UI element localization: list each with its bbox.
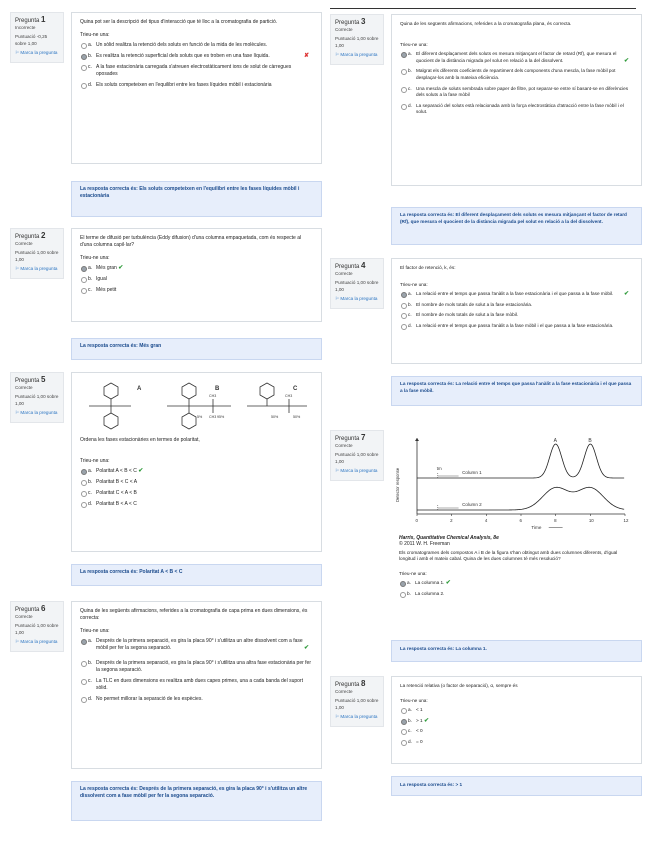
option-c[interactable]: c. La TLC en dues dimensions es realitza amb dues capes primes, una a cada banda del suport sòlid. [80,678,313,692]
structure-label-b: B [214,386,219,392]
flag-question-link[interactable]: ⚐ Marca la pregunta [15,265,58,271]
radio-button[interactable] [81,83,87,89]
option-a[interactable]: a. Un sòlid realitza la retenció dels soluts en funció de la mida de les molècules. [80,42,313,49]
radio-button[interactable] [81,679,87,685]
option-d[interactable]: d. Polaritat B < A < C [80,501,313,508]
question-content [391,258,642,364]
peak-label-b: B [588,438,592,444]
option-b[interactable]: b. > 1 ✔ [400,718,633,725]
question-info [10,12,64,63]
question-number: 1 [41,15,46,24]
radio-button[interactable] [401,324,407,330]
question-info: Pregunta 4 Correcte Puntuació 1,00 sobre 1,00 ⚐ Marca la pregunta [330,258,384,309]
radio-button[interactable] [81,491,87,497]
flag-icon: ⚐ [335,295,340,301]
structure-label-a: A [136,386,141,392]
option-d[interactable]: d. No permet millorar la separació de les espècies. [80,696,313,703]
choose-one-label: Trieu-ne una: [400,41,428,47]
radio-button[interactable] [401,87,407,93]
flag-icon: ⚐ [15,265,20,271]
question-state: Correcte [15,385,33,390]
y-axis-arrow [415,438,419,441]
radio-button-selected[interactable] [81,639,87,645]
option-c[interactable]: c. A la fase estacionària carregada s'atreuen electrostàticament ions de solut de càrregues oposades [80,64,313,78]
feedback-box: La resposta correcta és: Més gran [71,338,322,360]
top-divider [330,8,636,9]
question-info: Pregunta 3 Correcte Puntuació 1,00 sobre 1,00 ⚐ Marca la pregunta [330,14,384,65]
option-b[interactable]: b. El nombre de mols totals de solut a la fase estacionària. [400,302,633,309]
radio-button-selected[interactable] [401,719,407,725]
check-icon: ✔ [423,717,429,724]
check-icon: ✔ [623,57,629,64]
radio-button[interactable] [81,502,87,508]
tm-label: tm [436,466,442,471]
check-icon: ✔ [138,468,144,474]
chromatogram-chart [393,432,633,532]
figure-caption [393,535,640,548]
option-b[interactable]: b. Després de la primera separació, es gira la placa 90° i s'utilitza una altra fase estacionària per fer la segona separació. [80,660,313,674]
option-a[interactable]: a. La columna 1. ✔ [399,580,634,587]
question-state: Correcte [335,27,353,32]
flag-question-link[interactable]: ⚐ Marca la pregunta [15,638,58,644]
radio-button[interactable] [81,480,87,486]
x-tick-label: 0 [415,518,418,523]
svg-text:CH3: CH3 [208,415,216,419]
option-c[interactable]: c. < 0 [400,728,633,735]
question-marks: Puntuació 1,00 sobre 1,00 [335,698,379,710]
feedback-box: La resposta correcta és: > 1 [391,776,642,796]
option-a[interactable]: a. La relació entre el temps que passa l'anàlit a la fase estacionària i el que passa a la fase mòbil. ✔ [400,291,633,298]
flag-question-link[interactable]: ⚐ Marca la pregunta [335,51,378,57]
series-line [417,487,624,510]
radio-button-selected[interactable] [400,581,406,587]
question-text: Quina de les següents afirmacions, referides a la cromatografia plana, és correcta. [400,21,572,26]
question-content [391,14,642,186]
question-number: 7 [361,433,366,442]
radio-button[interactable] [401,104,407,110]
radio-button[interactable] [81,697,87,703]
flag-icon: ⚐ [15,638,20,644]
flag-icon: ⚐ [335,467,340,473]
option-b[interactable]: b. La columna 2. [399,591,634,598]
question-label: Pregunta [15,18,40,24]
caption-title: Harris, Quantitative Chemical Analysis, 8e [399,534,499,541]
radio-button[interactable] [401,729,407,735]
option-d[interactable]: d. Els soluts competeixen en l'equilibri entre les fases líquides mòbil i estacionària [80,82,313,89]
option-b[interactable]: b. Malgrat els diferents coeficients de repartiment dels components d'una mescla, la fase mòbil pot desplaçar-los amb la mateixa eficiència. [400,68,633,81]
x-tick-label: 10 [588,518,594,523]
choose-one-label: Trieu-ne una: [80,628,110,634]
question-marks: Puntuació 1,00 sobre 1,00 [335,36,379,48]
option-b[interactable]: b. Es realitza la retenció superficial dels soluts que es troben en una fase líquida. ✘ [80,53,313,60]
series-label-column-1: Column 1 [462,470,482,475]
question-state: Correcte [335,689,353,694]
question-state: Correcte [335,443,353,448]
radio-button[interactable] [81,277,87,283]
option-d[interactable]: d. = 0 [400,739,633,746]
radio-button-selected[interactable] [81,266,87,272]
option-a[interactable]: a. El diferent desplaçament dels soluts es mesura mitjançant el factor de retard (Rf), que mesura el quocient de la distància migrada pel solut en relació a la del dissolvent. ✔ [400,51,633,64]
option-c[interactable]: c. Polaritat C < A < B [80,490,313,497]
radio-button-selected[interactable] [81,54,87,60]
x-tick-label: 4 [484,518,488,523]
question-info: Pregunta 6 Correcte Puntuació 1,00 sobre 1,00 ⚐ Marca la pregunta [10,601,64,652]
caption-copyright: © 2011 W. H. Freeman [399,541,450,547]
question-text: El terme de difusió per turbulència (Eddy difusion) d'una columna empaquetada, com és respecte al d'una columna capil·lar? [80,235,302,248]
svg-text:CH3: CH3 [284,394,292,398]
option-a[interactable]: a. Polaritat A < B < C ✔ [80,468,313,475]
question-number: 8 [361,679,366,688]
radio-button-selected[interactable] [401,292,407,298]
radio-button[interactable] [401,313,407,319]
check-icon: ✔ [445,580,451,586]
question-text: Els cromatogrames dels compostos A i B de la figura s'han obtingut amb dues columnes diferents, d'igual longitud i amb el mateix cabal. Quina de les dues columnes té més resolució? [399,549,618,561]
feedback-box: La resposta correcta és: La columna 1. [391,640,642,662]
question-state: Correcte [335,271,353,276]
question-number: 3 [361,17,366,26]
question-text: Quina de les següents afirmacions, referides a la cromatografia de capa prima en dues dimensions, és correcta: [80,608,308,621]
x-axis-label: Time [531,525,542,530]
feedback-box: La resposta correcta és: Després de la primera separació, es gira la placa 90° i s'utilitza un altre dissolvent com a fase mòbil per fer la segona separació. [71,781,322,821]
choose-one-label: Trieu-ne una: [399,570,427,576]
radio-button[interactable] [81,65,87,71]
option-d[interactable]: d. La relació entre el temps que passa l'anàlit a la fase mòbil i el que passa a la fase estacionària. [400,323,633,330]
question-info: Pregunta 5 Correcte Puntuació 1,00 sobre 1,00 ⚐ Marca la pregunta [10,372,64,423]
radio-button-selected[interactable] [81,469,87,475]
radio-button-selected[interactable] [401,52,407,58]
flag-icon: ⚐ [15,409,20,415]
flag-icon: ⚐ [15,49,20,55]
check-icon: ✔ [623,291,629,297]
question-state: Correcte [15,241,33,246]
feedback-box: La resposta correcta és: Polaritat A < B < C [71,564,322,586]
series-label-column-2: Column 2 [462,502,482,507]
question-text: Ordena les fases estacionàries en termes de polaritat, [80,437,200,443]
feedback-box: La resposta correcta és: El diferent desplaçament dels soluts es mesura mitjançant el factor de retard (Rf), que mesura el quocient de la distància migrada pel solut en relació a la del dissolvent. [391,207,642,245]
svg-text:50%: 50% [292,415,300,419]
option-b[interactable]: b. Igual [80,276,313,283]
question-info: Pregunta 8 Correcte Puntuació 1,00 sobre 1,00 ⚐ Marca la pregunta [330,676,384,727]
choose-one-label: Trieu-ne una: [400,281,428,287]
cross-icon: ✘ [303,53,309,59]
x-tick-label: 12 [623,518,629,523]
svg-text:CH3: CH3 [208,394,216,398]
x-tick-label: 8 [554,518,557,523]
radio-button[interactable] [81,43,87,49]
flag-question-link[interactable]: ⚐ Marca la pregunta [15,409,58,415]
option-a[interactable]: a. Més gran ✔ [80,265,313,272]
stationary-phase-structures [81,379,313,433]
series-line [417,444,624,478]
x-tick-label: 2 [450,518,453,523]
feedback-box: La resposta correcta és: La relació entre el temps que passa l'anàlit a la fase estacionària i el que passa a la fase mòbil. [391,376,642,406]
question-info: Pregunta 7 Correcte Puntuació 1,00 sobre 1,00 ⚐ Marca la pregunta [330,430,384,481]
question-number: 5 [41,375,46,384]
question-content [391,676,642,764]
question-content [71,12,322,164]
question-marks: Puntuació 1,00 sobre 1,00 [335,452,379,464]
svg-text:95%: 95% [216,415,224,419]
question-marks: Puntuació 1,00 sobre 1,00 [15,623,59,635]
radio-button[interactable] [81,661,87,667]
check-icon: ✔ [303,645,309,651]
question-content [71,601,322,769]
option-c[interactable]: c. Una mescla de soluts sembrada sobre paper de filtre, pot separar-se entre sí basant-se en diferències dels soluts a la fase mòbil [400,86,633,99]
flag-question-link[interactable]: ⚐ Marca la pregunta [335,467,378,473]
question-text: El factor de retenció, k, és: [400,265,456,270]
choose-one-label: Trieu-ne una: [80,32,110,38]
question-content [71,372,322,552]
structure-label-c: C [292,386,297,392]
flag-icon: ⚐ [335,51,340,57]
flag-question-link[interactable]: ⚐ Marca la pregunta [15,49,58,55]
radio-button[interactable] [401,708,407,714]
choose-one-label: Trieu-ne una: [400,697,428,703]
flag-question-link[interactable]: ⚐ Marca la pregunta [335,713,378,719]
radio-button[interactable] [401,740,407,746]
question-number: 4 [361,261,366,270]
question-number: 6 [41,604,46,613]
peak-label-a: A [553,438,558,444]
question-text: La retenció relativa (o factor de separació), α, sempre és [400,683,518,688]
svg-text:50%: 50% [270,415,278,419]
question-state: Incorrecte [15,25,36,30]
feedback-box: La resposta correcta és: Els soluts competeixen en l'equilibri entre les fases líquides mòbil i estacionària [71,181,322,217]
option-a[interactable]: a. Després de la primera separació, es gira la placa 90° i s'utilitza un altre dissolvent com a fase mòbil per fer la segona separació. ✔ [80,638,313,652]
option-d[interactable]: d. La separació del soluts està relacionada amb la força electrostàtica d'atracció entre la fase mòbil i el solut. [400,103,633,116]
flag-icon: ⚐ [335,713,340,719]
option-c[interactable]: c. Més petit [80,287,313,294]
radio-button[interactable] [401,69,407,75]
question-marks: Puntuació 1,00 sobre 1,00 [15,250,59,262]
question-marks: Puntuació 1,00 sobre 1,00 [15,394,59,406]
question-text: Quina pot ser la descripció del tipus d'interacció que té lloc a la cromatografia de partició. [80,19,278,25]
question-number: 2 [41,231,46,240]
question-content [391,430,642,626]
check-icon: ✔ [118,265,124,271]
radio-button[interactable] [400,592,406,598]
radio-button[interactable] [81,288,87,294]
x-tick-label: 6 [519,518,522,523]
question-marks: Puntuació 1,00 sobre 1,00 [335,280,379,292]
option-c[interactable]: c. El nombre de mols totals de solut a la fase mòbil. [400,312,633,319]
option-a[interactable]: a. < 1 [400,707,633,714]
question-info: Pregunta 2 Correcte Puntuació 1,00 sobre 1,00 ⚐ Marca la pregunta [10,228,64,279]
question-state: Correcte [15,614,33,619]
question-marks: Puntuació -0,25 sobre 1,00 [15,34,48,46]
option-b[interactable]: b. Polaritat B < C < A [80,479,313,486]
choose-one-label: Trieu-ne una: [80,255,110,261]
flag-question-link[interactable]: ⚐ Marca la pregunta [335,295,378,301]
radio-button[interactable] [401,303,407,309]
svg-text:5%: 5% [196,415,202,419]
choose-one-label: Trieu-ne una: [80,458,110,464]
question-content [71,228,322,322]
y-axis-label: Detector response [395,467,400,502]
